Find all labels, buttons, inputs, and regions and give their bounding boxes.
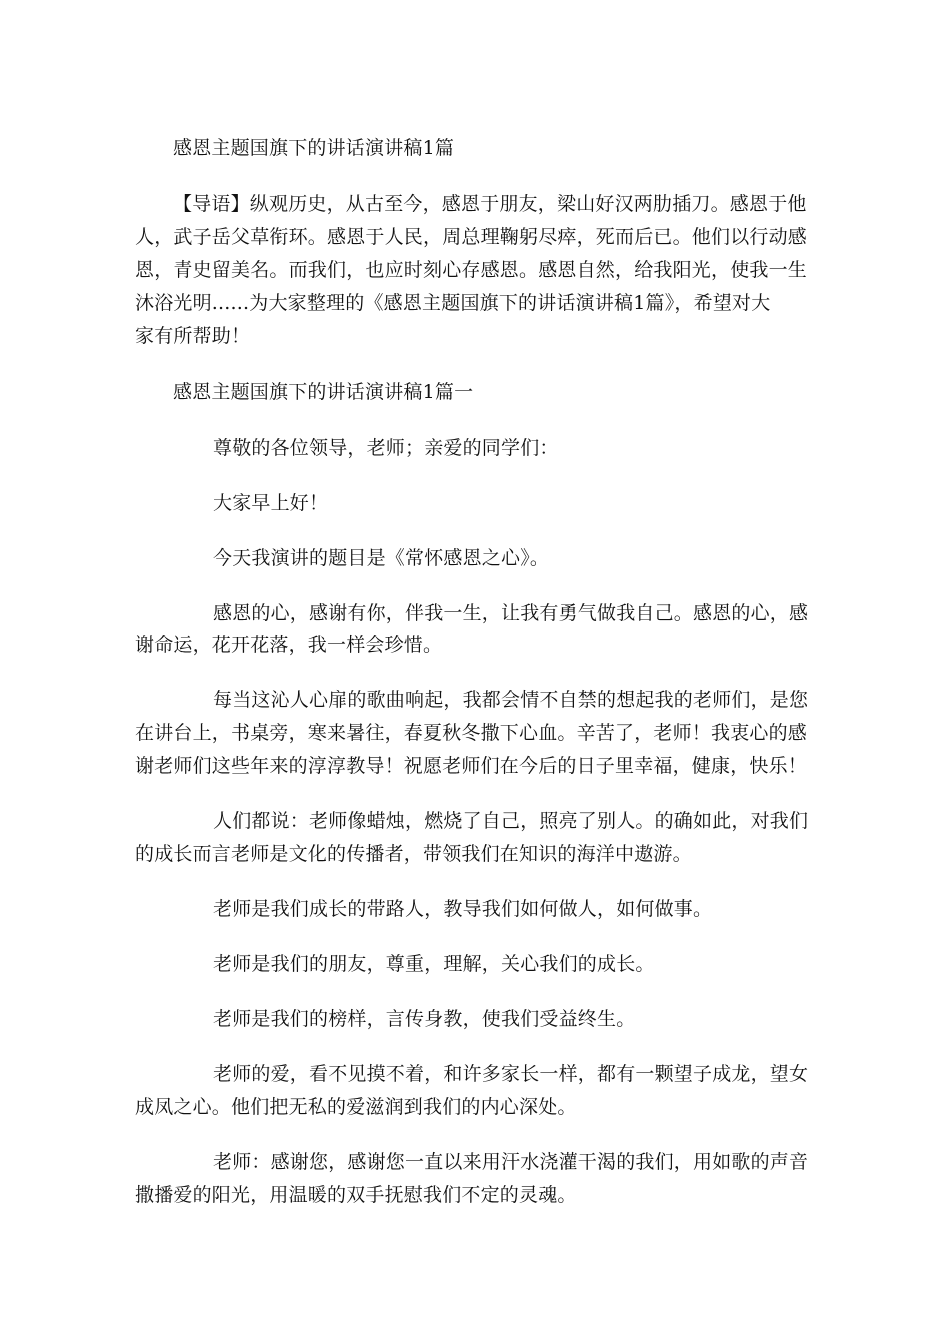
intro-line: 恩，青史留美名。而我们，也应时刻心存感恩。感恩自然，给我阳光，使我一生 bbox=[135, 259, 808, 281]
paragraph-line: 谢老师们这些年来的淳淳教导！祝愿老师们在今后的日子里幸福，健康，快乐！ bbox=[135, 755, 808, 777]
paragraph-line: 谢命运，花开花落，我一样会珍惜。 bbox=[135, 634, 443, 656]
intro-line: 沐浴光明......为大家整理的《感恩主题国旗下的讲话演讲稿1篇》，希望对大 bbox=[135, 292, 771, 314]
document-title: 感恩主题国旗下的讲话演讲稿1篇 bbox=[173, 137, 455, 159]
paragraph-line: 老师的爱，看不见摸不着，和许多家长一样，都有一颗望子成龙，望女 bbox=[213, 1063, 809, 1085]
intro-line: 人，武子岳父草衔环。感恩于人民，周总理鞠躬尽瘁，死而后已。他们以行动感 bbox=[135, 226, 808, 248]
paragraph-line: 的成长而言老师是文化的传播者，带领我们在知识的海洋中遨游。 bbox=[135, 843, 692, 865]
paragraph-line: 老师是我们的朋友，尊重，理解，关心我们的成长。 bbox=[213, 953, 655, 975]
paragraph-line: 老师：感谢您，感谢您一直以来用汗水浇灌干渴的我们，用如歌的声音 bbox=[213, 1151, 809, 1173]
paragraph-line: 今天我演讲的题目是《常怀感恩之心》。 bbox=[213, 547, 550, 569]
paragraph-line: 在讲台上，书桌旁，寒来暑往，春夏秋冬撒下心血。辛苦了，老师！我衷心的感 bbox=[135, 722, 808, 744]
paragraph-line: 每当这沁人心扉的歌曲响起，我都会情不自禁的想起我的老师们，是您 bbox=[213, 689, 809, 711]
intro-line: 家有所帮助！ bbox=[135, 325, 251, 347]
paragraph-line: 人们都说：老师像蜡烛，燃烧了自己，照亮了别人。的确如此，对我们 bbox=[213, 810, 809, 832]
paragraph-line: 成凤之心。他们把无私的爱滋润到我们的内心深处。 bbox=[135, 1096, 577, 1118]
paragraph-line: 老师是我们成长的带路人，教导我们如何做人，如何做事。 bbox=[213, 898, 713, 920]
paragraph-line: 老师是我们的榜样，言传身教，使我们受益终生。 bbox=[213, 1008, 636, 1030]
section-title: 感恩主题国旗下的讲话演讲稿1篇一 bbox=[173, 381, 474, 403]
paragraph-line: 大家早上好！ bbox=[213, 492, 329, 514]
paragraph-line: 感恩的心，感谢有你，伴我一生，让我有勇气做我自己。感恩的心，感 bbox=[213, 602, 809, 624]
paragraph-line: 撒播爱的阳光，用温暖的双手抚慰我们不定的灵魂。 bbox=[135, 1184, 577, 1206]
paragraph-line: 尊敬的各位领导，老师；亲爱的同学们： bbox=[213, 437, 559, 459]
intro-line: 【导语】纵观历史，从古至今，感恩于朋友，梁山好汉两肋插刀。感恩于他 bbox=[173, 193, 807, 215]
